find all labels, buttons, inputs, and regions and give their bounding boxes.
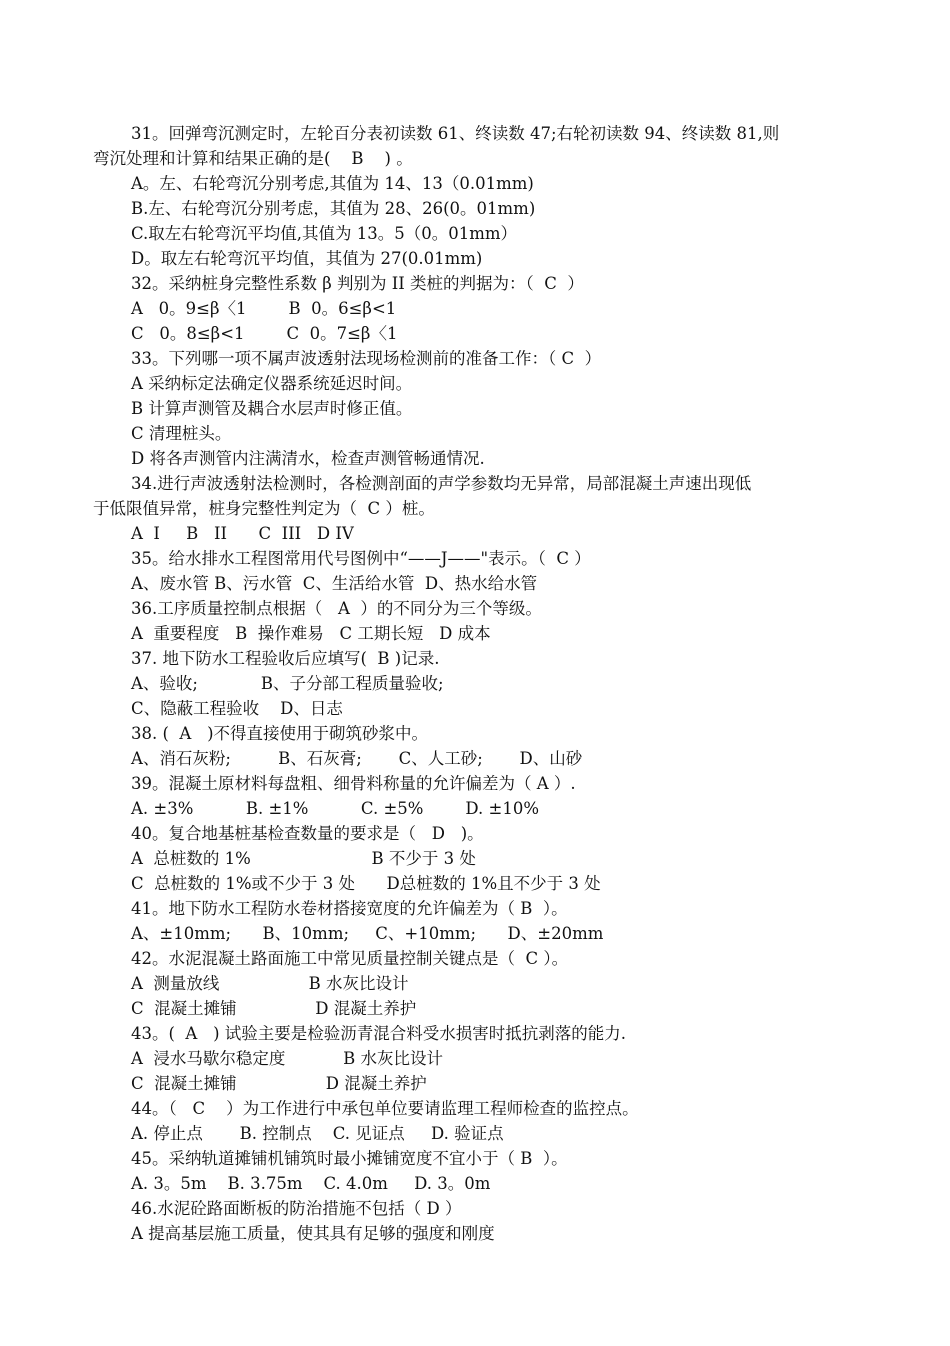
- option-line: A I B II C III D IV: [131, 524, 354, 543]
- option-line: C 总桩数的 1%或不少于 3 处 D总桩数的 1%且不少于 3 处: [131, 874, 601, 893]
- question-line: 40。复合地基桩基检查数量的要求是（ D )。: [131, 824, 484, 843]
- question-line: 37. 地下防水工程验收后应填写( B )记录.: [131, 649, 440, 668]
- option-line: C 混凝土摊铺 D 混凝土养护: [131, 1074, 427, 1093]
- option-line: A 重要程度 B 操作难易 C 工期长短 D 成本: [131, 624, 491, 643]
- option-line: A、验收; B、子分部工程质量验收;: [131, 674, 444, 693]
- option-line: B.左、右轮弯沉分别考虑，其值为 28、26(0。01mm): [131, 199, 536, 218]
- question-continuation-line: 于低限值异常，桩身完整性判定为（ C ）桩。: [93, 499, 435, 518]
- question-line: 31。回弹弯沉测定时，左轮百分表初读数 61、终读数 47;右轮初读数 94、终读数 81,则: [131, 124, 780, 143]
- option-line: A 测量放线 B 水灰比设计: [131, 974, 409, 993]
- question-line: 39。混凝土原材料每盘粗、细骨料称量的允许偏差为（ A ）.: [131, 774, 576, 793]
- question-list: [0, 121, 950, 1246]
- option-line: D 将各声测管内注满清水，检查声测管畅通情况.: [131, 449, 485, 468]
- option-line: A 总桩数的 1% B 不少于 3 处: [131, 849, 476, 868]
- option-line: A 0。9≤β〈1 B 0。6≤β<1: [131, 299, 397, 318]
- option-line: A. ±3% B. ±1% C. ±5% D. ±10%: [131, 799, 540, 818]
- question-line: 35。给水排水工程图常用代号图例中“——J——"表示。（ C ）: [131, 549, 591, 568]
- option-line: C 混凝土摊铺 D 混凝土养护: [131, 999, 417, 1018]
- question-line: 38. ( A )不得直接使用于砌筑砂浆中。: [131, 724, 428, 743]
- question-line: 33。下列哪一项不属声波透射法现场检测前的准备工作：（ C ）: [131, 349, 602, 368]
- question-line: 41。地下防水工程防水卷材搭接宽度的允许偏差为（ B ）。: [131, 899, 568, 918]
- option-line: D。取左右轮弯沉平均值，其值为 27(0.01mm): [131, 249, 483, 268]
- option-line: A、废水管 B、污水管 C、生活给水管 D、热水给水管: [131, 574, 538, 593]
- option-line: B 计算声测管及耦合水层声时修正值。: [131, 399, 413, 418]
- option-line: A 提高基层施工质量，使其具有足够的强度和刚度: [131, 1224, 495, 1243]
- option-line: A 采纳标定法确定仪器系统延迟时间。: [131, 374, 413, 393]
- option-line: A、消石灰粉; B、石灰膏; C、人工砂; D、山砂: [131, 749, 583, 768]
- option-line: C、隐蔽工程验收 D、日志: [131, 699, 343, 718]
- question-line: 46.水泥砼路面断板的防治措施不包括（ D ）: [131, 1199, 462, 1218]
- question-line: 32。采纳桩身完整性系数 β 判别为 II 类桩的判据为：（ C ）: [131, 274, 584, 293]
- question-line: 44。（ C ）为工作进行中承包单位要请监理工程师检查的监控点。: [131, 1099, 639, 1118]
- option-line: C.取左右轮弯沉平均值,其值为 13。5（0。01mm）: [131, 224, 518, 243]
- question-line: 36.工序质量控制点根据（ A ）的不同分为三个等级。: [131, 599, 542, 618]
- question-line: 34.进行声波透射法检测时，各检测剖面的声学参数均无异常，局部混凝土声速出现低: [131, 474, 752, 493]
- option-line: A. 3。5m B. 3.75m C. 4.0m D. 3。0m: [131, 1174, 491, 1193]
- option-line: A 浸水马歇尔稳定度 B 水灰比设计: [131, 1049, 443, 1068]
- option-line: C 清理桩头。: [131, 424, 232, 443]
- option-line: A. 停止点 B. 控制点 C. 见证点 D. 验证点: [131, 1124, 504, 1143]
- option-line: A、±10mm; B、10mm; C、+10mm; D、±20mm: [131, 924, 604, 943]
- question-continuation-line: 弯沉处理和计算和结果正确的是( B ) 。: [93, 149, 413, 168]
- question-line: 42。水泥混凝土路面施工中常见质量控制关键点是（ C ）。: [131, 949, 569, 968]
- question-line: 43。( A ) 试验主要是检验沥青混合料受水损害时抵抗剥落的能力.: [131, 1024, 626, 1043]
- option-line: A。左、右轮弯沉分别考虑,其值为 14、13（0.01mm): [131, 174, 534, 193]
- question-line: 45。采纳轨道摊铺机铺筑时最小摊铺宽度不宜小于（ B ）。: [131, 1149, 568, 1168]
- option-line: C 0。8≤β<1 C 0。7≤β〈1: [131, 324, 398, 343]
